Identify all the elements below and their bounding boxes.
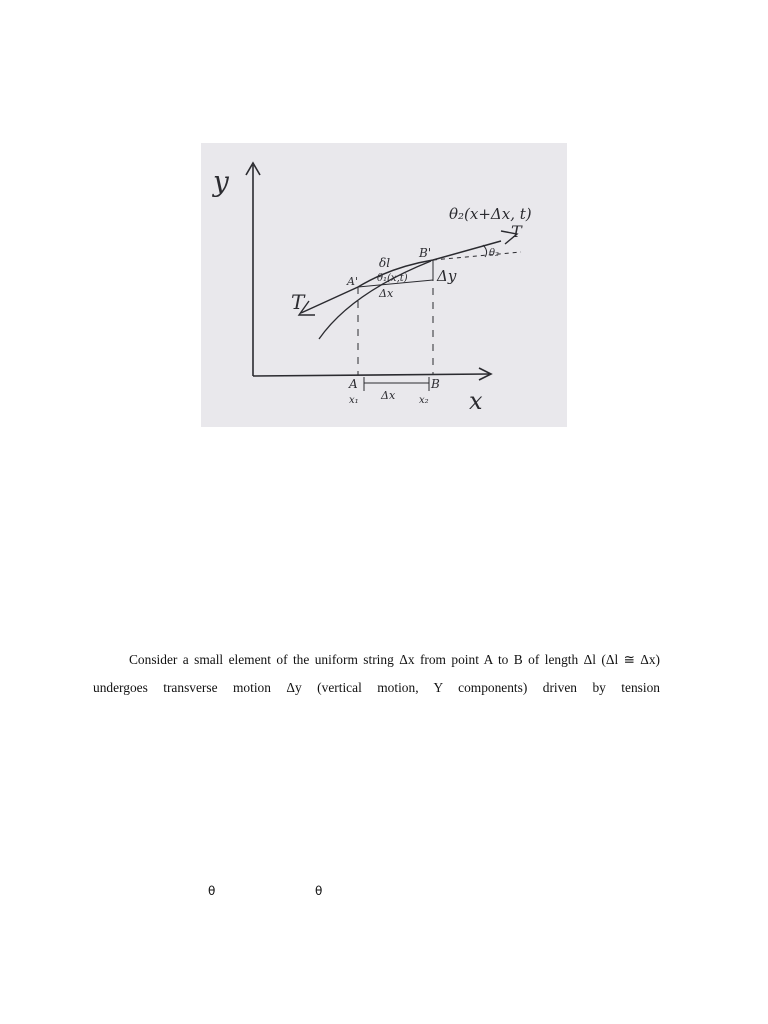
x-axis-label: x: [469, 387, 483, 415]
point-b-prime-label: B': [419, 246, 432, 260]
hand-drawn-diagram: [201, 143, 567, 427]
tension-right-label: T: [511, 222, 522, 241]
x2-label: x₂: [419, 395, 429, 406]
string-element-figure: [201, 143, 567, 427]
foot-a-label: A: [349, 377, 358, 391]
y-axis-label: y: [213, 165, 229, 198]
arc-length-label: δl: [379, 256, 391, 270]
theta-symbol-1: θ: [208, 884, 216, 898]
theta2-point-label: θ₂(x+Δx, t): [449, 205, 532, 223]
theta1-point-label: θ₁(x,t): [377, 273, 408, 284]
dy-label: Δy: [437, 267, 457, 285]
body-paragraph: Consider a small element of the uniform string Δx from point A to B of length Δl (Δl ≅ Δx) undergoes transverse motion Δy (vertical motion, Y components) driven by tension: [93, 652, 660, 695]
theta-symbol-2: θ: [315, 884, 323, 898]
x1-label: x₁: [349, 395, 359, 406]
dx-inner-label: Δx: [379, 287, 394, 300]
dx-axis-label: Δx: [381, 389, 396, 402]
theta2-angle-label: θ₂: [489, 248, 500, 259]
point-a-prime-label: A': [347, 275, 358, 288]
foot-b-label: B: [431, 377, 440, 391]
tension-left-label: T: [291, 290, 305, 314]
